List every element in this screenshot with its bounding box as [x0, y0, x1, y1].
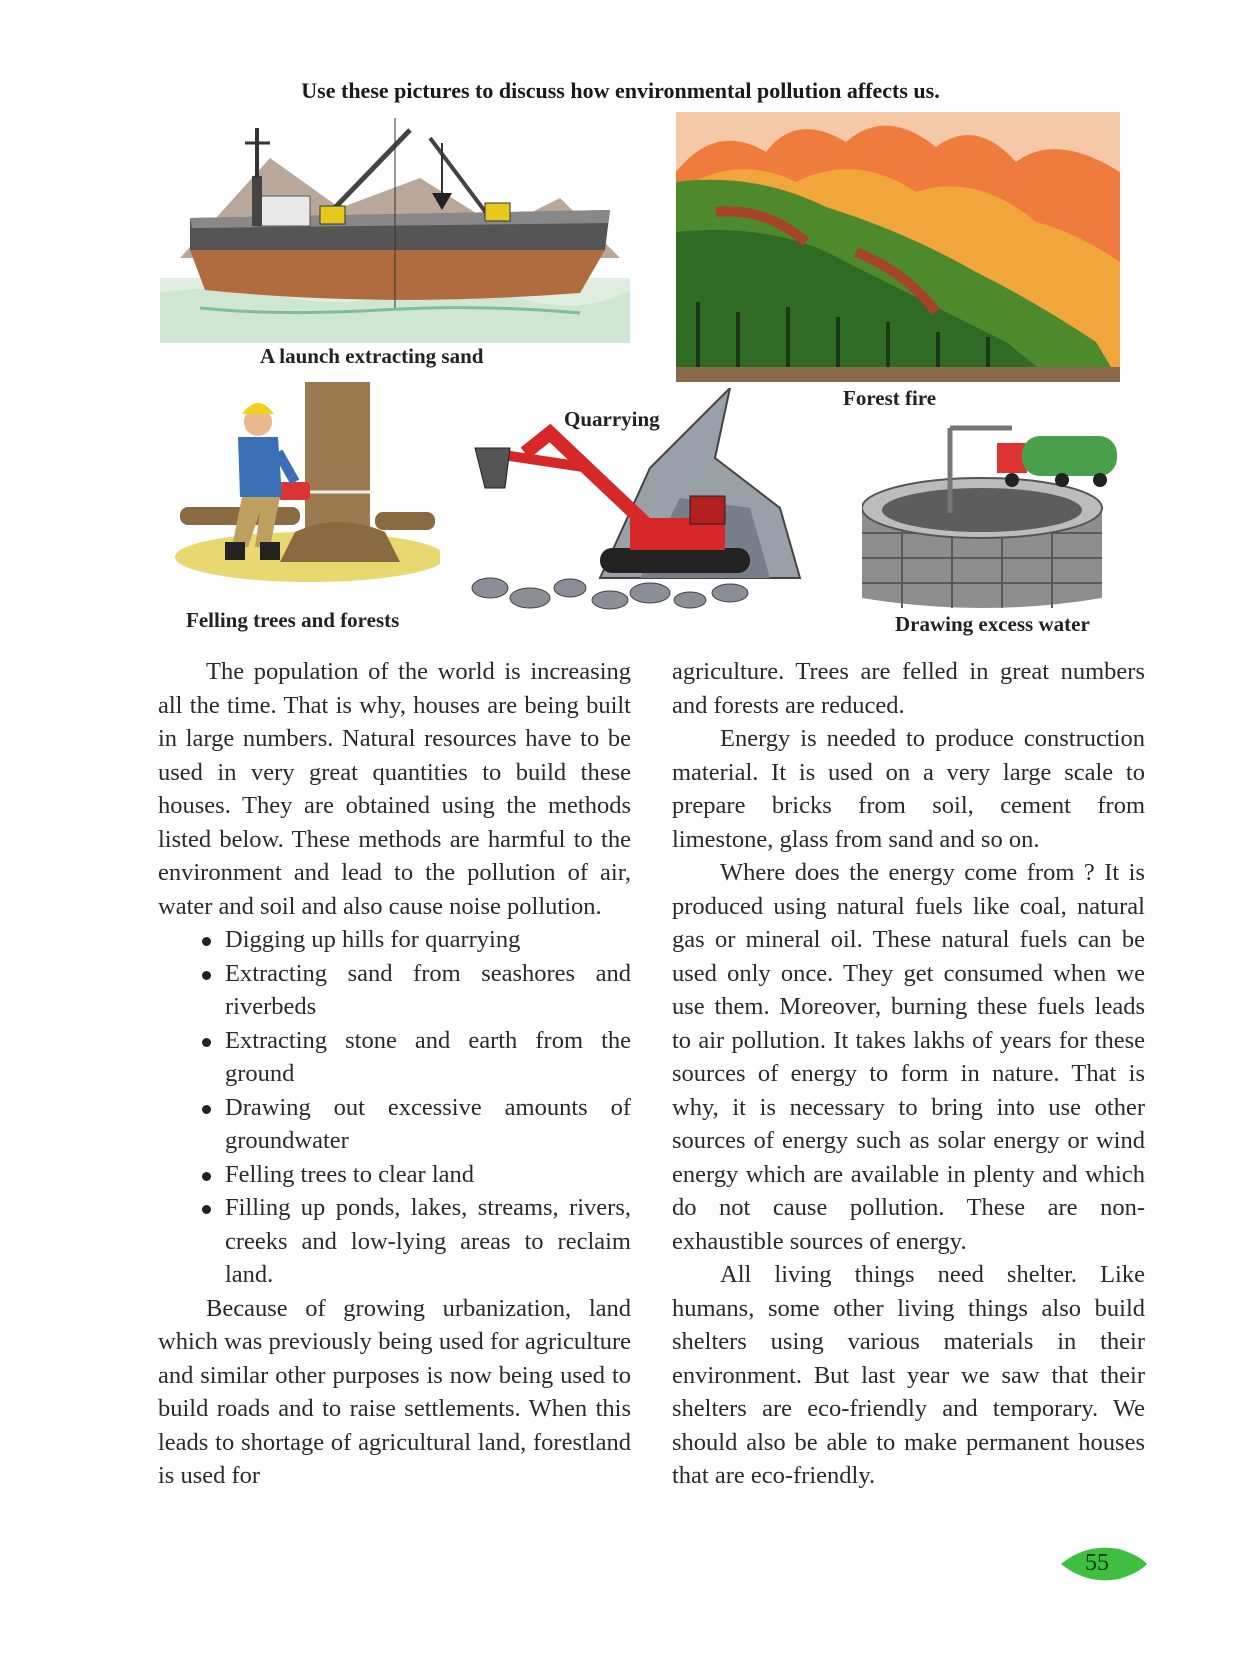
list-item: [158, 1024, 631, 1091]
list-item: [158, 957, 631, 1024]
right-paragraph-1: agriculture. Trees are felled in great numbers and forests are reduced.: [672, 658, 1145, 719]
left-paragraph-1: The population of the world is increasing all the time. That is why, houses are being built in large numbers. Natural resources have to be used in very great quantities to build these houses. They are obtained using the methods listed below. These methods are harmful to the environment and lead to the pollution of air, water and soil and also cause noise pollution.: [158, 658, 631, 920]
page-number: 55: [1085, 1550, 1109, 1576]
list-item-text: Extracting sand from seashores and riverbeds: [225, 959, 631, 1020]
bullet-icon: [202, 1172, 211, 1181]
list-item-text: Digging up hills for quarrying: [225, 926, 521, 953]
page-heading: Use these pictures to discuss how environmental pollution affects us.: [301, 78, 940, 103]
forest-fire-caption: Forest fire: [843, 386, 937, 410]
list-item: [158, 1091, 631, 1158]
drawing-water-caption: Drawing excess water: [895, 612, 1090, 636]
list-item: [158, 1191, 631, 1292]
felling-trees-illustration: [160, 382, 440, 582]
right-paragraph-2: Energy is needed to produce construction material. It is used on a very large scale to prepare bricks from soil, cement from limestone, glass from sand and so on.: [672, 725, 1145, 853]
left-column: [158, 655, 631, 1493]
launch-illustration: [160, 118, 630, 343]
right-column: [672, 655, 1145, 1493]
drawing-water-illustration: [862, 418, 1142, 608]
list-item-text: Drawing out excessive amounts of groundwater: [225, 1093, 631, 1154]
quarrying-caption: Quarrying: [564, 407, 660, 431]
left-paragraph-2: Because of growing urbanization, land which was previously being used for agriculture and similar other purposes is now being used to build roads and to raise settlements. When this leads to shortage of agricultural land, forestland is used for: [158, 1294, 631, 1489]
forest-fire-illustration: [676, 112, 1120, 382]
launch-caption: A launch extracting sand: [260, 344, 484, 368]
bullet-icon: [202, 1205, 211, 1214]
methods-list: [158, 923, 631, 1292]
right-paragraph-3: Where does the energy come from ? It is produced using natural fuels like coal, natural gas or mineral oil. These natural fuels can be used only once. They get consumed when we use them. Moreover, burning these fuels leads to air pollution. It takes lakhs of years for these sources of energy to form in nature. That is why, it is necessary to bring into use other sources of energy such as solar energy or wind energy which are available in plenty and which do not cause pollution. These are non-exhaustible sources of energy.: [672, 859, 1145, 1255]
bullet-icon: [202, 937, 211, 946]
bullet-icon: [202, 1105, 211, 1114]
list-item: [158, 923, 631, 957]
list-item-text: Extracting stone and earth from the ground: [225, 1026, 631, 1087]
page-number-badge: [1047, 1543, 1147, 1585]
list-item-text: Filling up ponds, lakes, streams, rivers, creeks and low-lying areas to reclaim land.: [225, 1194, 631, 1288]
right-paragraph-4: All living things need shelter. Like humans, some other living things also build shelters using various materials in their environment. But last year we saw that their shelters are eco-friendly and temporary. We should also be able to make permanent houses that are eco-friendly.: [672, 1261, 1145, 1489]
list-item-text: Felling trees to clear land: [225, 1160, 474, 1188]
bullet-icon: [202, 1038, 211, 1047]
bullet-icon: [202, 971, 211, 980]
list-item: [158, 1158, 631, 1192]
felling-caption: Felling trees and forests: [186, 608, 400, 632]
